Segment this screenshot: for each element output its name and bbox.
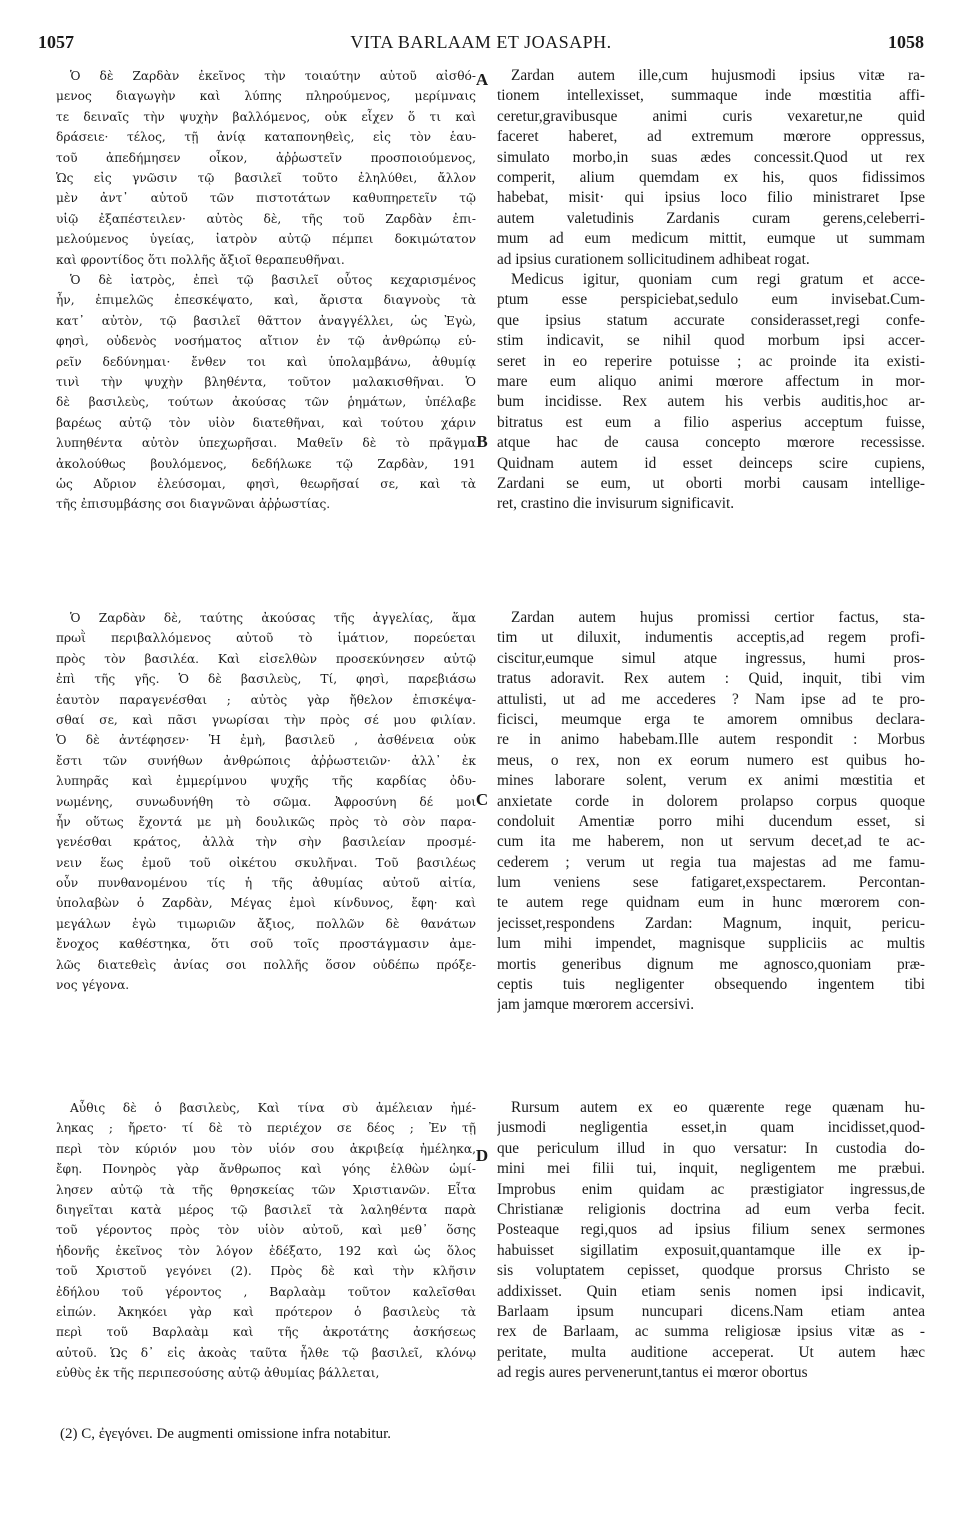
text-line: νος γέγονα.	[56, 978, 130, 993]
text-line: εἰπών. Ἀκηκόει γὰρ καὶ πρότερον ὁ βασιλεὺς τὰ	[56, 1304, 476, 1319]
text-line: Quidnam autem id esset deinceps scire cupiens,	[497, 454, 925, 472]
text-line: μελούμενος ὑγείας, ἰατρὸν αὐτῷ πέμπει δοκιμώτατον	[56, 232, 476, 247]
running-title: VITA BARLAAM ET JOASAPH.	[350, 32, 612, 52]
text-line: ἦν οὕτως ἔχοντά με μὴ δουλικῶς πρὸς τὸ σὸν παρα-	[56, 814, 476, 829]
text-line: peritate, multa auditione acceperat. Ut autem hæc	[497, 1343, 925, 1361]
text-line: οὖν πυνθανομένου τίς ἡ τῆς ἀθυμίας αὐτοῦ αἰτία,	[56, 876, 476, 891]
text-line: Ὡς εἰς γνῶσιν τῷ βασιλεῖ τοῦτο ἐληλύθει, ἄλλον	[56, 170, 476, 185]
text-line: διηγεῖται κατὰ μέρος τῷ βασιλεῖ τὰ λαληθέντα παρὰ	[56, 1202, 476, 1217]
text-line: ad ipsius curationem sollicitudinem adhibeat rogat.	[497, 250, 810, 268]
latin-paragraph-1	[497, 66, 925, 270]
text-line: anxietate corde in dolorem prolapso corpus quoque	[497, 792, 925, 810]
greek-paragraph-3	[56, 608, 476, 995]
text-line: faceret haberet, ad extremum mœrore oppressus,	[497, 128, 925, 146]
section-marker-b: B	[476, 432, 488, 451]
text-line: Ὁ δὲ Ζαρδὰν ἐκεῖνος τὴν τοιαύτην αὐτοῦ αἰσθό-	[70, 69, 476, 83]
text-line: bitratus est eum a filio asperius acceptum fuisse,	[497, 413, 925, 431]
text-line: ρεῖν δεδύνημαι· ἔνθεν τοι καὶ ὑπολαμβάνω, ἀθυμίᾳ	[56, 354, 476, 369]
text-line: ceretur,gravibusque animi curis vexaretur,ne quid	[497, 107, 925, 125]
text-line: mare eum aliquo animi mœrore affectum in mor-	[497, 372, 925, 390]
text-line: εὐθὺς ἐκ τῆς περιπεσούσης αὐτῷ ἀθυμίας βάλλεται,	[56, 1366, 380, 1381]
page-number-right: 1058	[888, 32, 924, 52]
text-line: ἔφη. Πονηρὸς γὰρ ἄνθρωπος καὶ γόης ἐλθὼν ὡμί-	[56, 1162, 476, 1177]
text-line: re in animo habebam.Ille autem respondit : Morbus	[497, 731, 925, 749]
text-line: Αὖθις δὲ ὁ βασιλεὺς, Καὶ τίνα σὺ ἀμέλειαν ἠμέ-	[70, 1101, 476, 1115]
text-line: τε δειναῖς τὴν ψυχὴν βαλλόμενος, οὐκ εἶχεν ὅ τι καὶ	[56, 109, 476, 124]
text-line: τοῦ γέροντος πρὸς τὸν υἱὸν αὐτοῦ, καὶ μεθ᾽ ὅσης	[56, 1223, 476, 1238]
text-line: Zardan autem ille,cum hujusmodi ipsius vitæ ra-	[511, 67, 925, 84]
text-line: cederem ; verum ut regia tua majestas ad me famu-	[497, 853, 925, 871]
text-line: rex de Barlaam, ac summa religiosæ ipsius vitæ as -	[497, 1323, 925, 1341]
text-line: πρὸς τὸν βασιλέα. Καὶ εἰσελθὼν προσεκύνησεν αὐτῷ	[56, 651, 476, 666]
text-line: ficisci, meumque erga te amorem omnibus declara-	[497, 710, 925, 728]
section-marker-c: C	[475, 790, 489, 809]
text-line: μὲν ἀντ᾽ αὐτοῦ τῶν πιστοτάτων καθυπηρετεῖν τῷ	[56, 191, 476, 206]
text-line: περὶ τὸν κύριόν μου τὸν υἱόν σου ἀκριβείᾳ ἠμέληκα,	[56, 1141, 476, 1156]
text-line: simulato morbo,in suas ædes concessit.Quod ut rex	[497, 148, 925, 166]
text-line: Ὁ Ζαρδὰν δὲ, ταύτης ἀκούσας τῆς ἀγγελίας, ἅμα	[70, 611, 476, 625]
text-line: τινὶ τὴν ψυχὴν βληθέντα, τοῦτον μαλακισθῆναι. Ὁ	[56, 374, 476, 389]
text-line: te autem rege quidnam eum in hunc mœrorem con-	[497, 894, 925, 912]
text-line: ἀκολούθως βουλόμενος, δεδήλωκε τῷ Ζαρδὰν, 191	[56, 456, 476, 471]
latin-paragraph-3	[497, 608, 925, 1016]
text-line: αὐτοῦ. Ὡς δ᾽ εἰς ἀκοὰς ταῦτα ἦλθε τῷ βασιλεῖ, κλόνῳ	[56, 1345, 476, 1360]
text-line: καὶ φροντίδος ὅτι πολλῆς ἄξιοῖ θεραπευθῆναι.	[56, 252, 345, 267]
text-line: ceptis tuis negligenter obsequendo ingentem tibi	[497, 976, 925, 994]
text-line: πρωῒ περιβαλλόμενος αὐτοῦ τὸ ἱμάτιον, πορεύεται	[56, 631, 476, 646]
text-line: ἦν, ἐπιμελῶς ἐπεσκέψατο, καὶ, ἄριστα διαγνοὺς τὰ	[56, 293, 476, 308]
text-line: δράσειε· τέλος, τῇ ἀνίᾳ καταπονηθεὶς, εἰς τὸν ἑαυ-	[56, 130, 476, 145]
text-line: Rursum autem ex eo quærente rege quænam hu-	[511, 1099, 925, 1116]
text-line: ὑπολαβὼν ὁ Ζαρδὰν, Μέγας ἐμοὶ κίνδυνος, ἔφη· καὶ	[56, 896, 476, 911]
text-line: cum ita me haberem, non ut servum decet,ad te ac-	[497, 833, 925, 851]
latin-paragraph-4	[497, 1098, 925, 1383]
text-line: sis voluptatem cepisset, quodque prorsus Christo se	[497, 1262, 925, 1280]
text-line: περὶ τοῦ Βαρλαὰμ καὶ τῆς ἀκροτάτης ἀσκήσεως	[56, 1325, 476, 1340]
text-line: mum ad eum medicum mittit, eumque ut summam	[497, 230, 925, 248]
text-line: λησεν αὐτῷ τὰ τῆς θρησκείας τῶν Χριστιανῶν. Εἶτα	[56, 1182, 476, 1197]
text-line: νειν ἕως ἐμοῦ τοῦ οἰκέτου σκυλῆναι. Τοῦ βασιλέως	[56, 855, 476, 870]
text-line: Improbus enim quidam ac præstigiator ingressus,de	[497, 1180, 925, 1198]
text-line: que periculum illud in quo versatur: In custodia do-	[497, 1139, 925, 1157]
text-line: γενέσθαι κράτος, ἀλλὰ τὴν σὴν βασιλείαν προσμέ-	[56, 835, 476, 850]
text-line: habebat, misit· qui ipsius loco filio ministraret Ipse	[497, 189, 925, 207]
text-line: Zardani se eum, ut oborti morbi causam intellige-	[497, 474, 925, 492]
text-line: jam jamque mœrorem accersivi.	[497, 996, 695, 1014]
text-line: λυπηθέντα αὐτὸν ὑπεχωρῆσαι. Μαθεῖν δὲ τὸ πρᾶγμα	[56, 436, 476, 451]
text-line: tim ut diluxit, indumentis acceptis,ad regem profi-	[497, 629, 925, 647]
text-line: seret in eo reperire potuisse ; ac proinde ita existi-	[497, 352, 925, 370]
section-marker-a: A	[475, 70, 489, 89]
text-line: μεγάλων ἐγὼ τιμωριῶν ἄξιος, πολλῶν δὲ θανάτων	[56, 916, 476, 931]
text-line: ἐδήλου τοῦ γέροντος , Βαρλαὰμ τοῦτον καλεῖσθαι	[56, 1284, 476, 1299]
text-line: κατ᾽ αὐτὸν, τῷ βασιλεῖ θᾶττον ἀναγγέλλει, ὡς Ἐγὼ,	[56, 313, 476, 328]
text-line: condoluit Amentiæ porro mihi ducendum esset, si	[497, 812, 925, 830]
text-line: autem valetudinis Zardanis curam gerens,celeberri-	[497, 209, 925, 227]
text-line: jecisset,respondens Zardan: Magnum, inquit, pericu-	[497, 914, 925, 932]
text-line: λῶς διατεθεὶς ἀνίας σοι πολλῆς ὅσον οὐδέπω πρόξε-	[56, 957, 476, 972]
greek-paragraph-2	[56, 270, 476, 515]
text-line: bum incidisse. Rex autem his verbis auditis,hoc ar-	[497, 393, 925, 411]
greek-paragraph-1	[56, 66, 476, 270]
text-line: Medicus igitur, quoniam cum regi gratum et acce-	[511, 271, 925, 288]
text-line: lum veniens sese fatigaret,exspectarem. Percontan-	[497, 874, 925, 892]
text-line: ἔνοχος καθέστηκα, ὅτι σοῦ τοῖς προστάγμασιν ἀμε-	[56, 937, 476, 952]
footnote: (2) C, ἐγεγόνει. De augmenti omissione infra notabitur.	[60, 1426, 391, 1442]
text-line: Ὁ δὲ ἀντέφησεν· Ἡ ἐμὴ, βασιλεῦ , ἀσθένεια οὐκ	[56, 733, 476, 748]
text-line: Posteaque regi,quos ad ipsius filium senex sermones	[497, 1221, 925, 1239]
text-line: νωμένης, συνωδυνήθη τὸ σῶμα. Ἀφροσύνη δέ μοι	[56, 794, 476, 809]
text-line: addixisset. Quin etiam senis nomen ipsi indicavit,	[497, 1282, 925, 1300]
text-line: jusmodi negligentia esset,in quam incidisset,quod-	[497, 1119, 925, 1137]
text-line: atque hac de causa concepto mœrore recessisse.	[497, 434, 925, 452]
text-line: σθαί σε, καὶ πᾶσι γνωρίσαι τὴν πρὸς σέ μου φιλίαν.	[56, 712, 476, 727]
text-line: ἡδονῆς ἐκεῖνος τὸν λόγον ἐδέξατο, 192 καὶ ὡς ὅλος	[56, 1243, 476, 1258]
text-line: habuisset sigillatim exposuit,quantamque ille ex ip-	[497, 1241, 925, 1259]
text-line: que ipsius statum accurate considerasset,regi confe-	[497, 311, 925, 329]
text-line: λυπηρᾶς καὶ ἐμμερίμνου ψυχῆς τῆς καρδίας ὀδυ-	[56, 774, 476, 789]
text-line: τοῦ Χριστοῦ γεγόνει (2). Πρὸς δὲ καὶ τὴν κλῆσιν	[56, 1264, 476, 1279]
text-line: φησὶ, οὐδενὸς νοσήματος αἴτιον ἐν τῷ ἀνθρώπῳ εὑ-	[56, 334, 476, 349]
text-line: ληκας ; ἤρετο· τί δὲ τὸ περιέχον σε δέος ; Ἐν τῇ	[56, 1121, 476, 1136]
text-line: comperit, alium quemdam ex his, quos fidissimos	[497, 168, 925, 186]
text-line: Christianæ religionis doctrina ad eum verba fecit.	[497, 1200, 925, 1218]
text-line: mines laborare solent, verum ex animi mœstitia et	[497, 772, 925, 790]
text-line: ret, crastino die invisurum significavit.	[497, 495, 735, 513]
text-line: lum mihi impendet, magnisque suppliciis ac multis	[497, 935, 925, 953]
page-number-left: 1057	[38, 32, 74, 52]
text-line: τῆς ἐπισυμβάσης σοι διαγνῶναι ἀῤῥωστίας.	[56, 497, 331, 512]
text-line: τοῦ ἀπεδήμησεν οἶκον, ἀῤῥωστεῖν προσποιούμενος,	[56, 150, 476, 165]
text-line: ὡς Αὔριον ἐλεύσομαι, φησὶ, θεωρῆσαί σε, καὶ τὰ	[56, 476, 476, 491]
text-line: ἐπὶ τῆς γῆς. Ὁ δὲ βασιλεὺς, Τί, φησὶ, παρεβιάσω	[56, 672, 476, 687]
text-line: μενος διαγωγὴν καὶ λύπης πληρούμενος, μερίμναις	[56, 89, 476, 104]
text-line: mortis generibus dignum me agnosco,quoniam præ-	[497, 955, 925, 973]
text-line: ἑαυτὸν παραγενέσθαι ; αὐτὸς γὰρ ἤθελον ἐπισκέψα-	[56, 692, 476, 707]
greek-paragraph-4	[56, 1098, 476, 1383]
text-line: Barlaam ipsum nuncupari dicens.Nam etiam antea	[497, 1302, 925, 1320]
text-line: stim indicavit, se nihil quod morbum ipsi accer-	[497, 332, 925, 350]
text-line: tratus adoravit. Rex autem : Quid, inquit, tibi vim	[497, 670, 925, 688]
text-line: Ὁ δὲ ἰατρὸς, ἐπεὶ τῷ βασιλεῖ οὗτος κεχαρισμένος	[70, 273, 476, 287]
text-line: ptum esse perspiciebat,sedulo eum invisebat.Cum-	[497, 291, 925, 309]
text-line: tionem intellexisset, summaque inde mœstitia affi-	[497, 87, 925, 105]
section-marker-d: D	[475, 1146, 489, 1165]
latin-paragraph-2	[497, 270, 925, 515]
text-line: δὲ βασιλεὺς, τούτων ἀκούσας τῶν ῥημάτων, ὑπέλαβε	[56, 395, 476, 410]
text-line: meus, o rex, non ex eorum numero est quibus ho-	[497, 751, 925, 769]
text-line: ad regis aures pervenerunt,tantus ei mœror obortus	[497, 1364, 808, 1382]
text-line: υἱῷ ἐξαπέστειλεν· αὐτὸς δὲ, τῆς τοῦ Ζαρδὰν ἐπι-	[56, 211, 476, 226]
text-line: mini mei filii tui, inquit, negligentem me præbui.	[497, 1160, 925, 1178]
text-line: Zardan autem hujus promissi certior factus, sta-	[511, 609, 925, 626]
running-header	[38, 32, 924, 56]
text-line: βαρέως αὐτῷ τὸν υἱὸν διατεθῆναι, καὶ τούτου χάριν	[56, 415, 476, 430]
text-line: ἔστι τῶν συνήθων ἀνθρώποις ἀῤῥωστειῶν· ἀλλ᾽ ἐκ	[56, 753, 476, 768]
text-line: ciscitur,eumque simul atque ingressus, humi pros-	[497, 649, 925, 667]
text-line: attulisti, ut ad me accederes ? Nam ipse ad te pro-	[497, 690, 925, 708]
